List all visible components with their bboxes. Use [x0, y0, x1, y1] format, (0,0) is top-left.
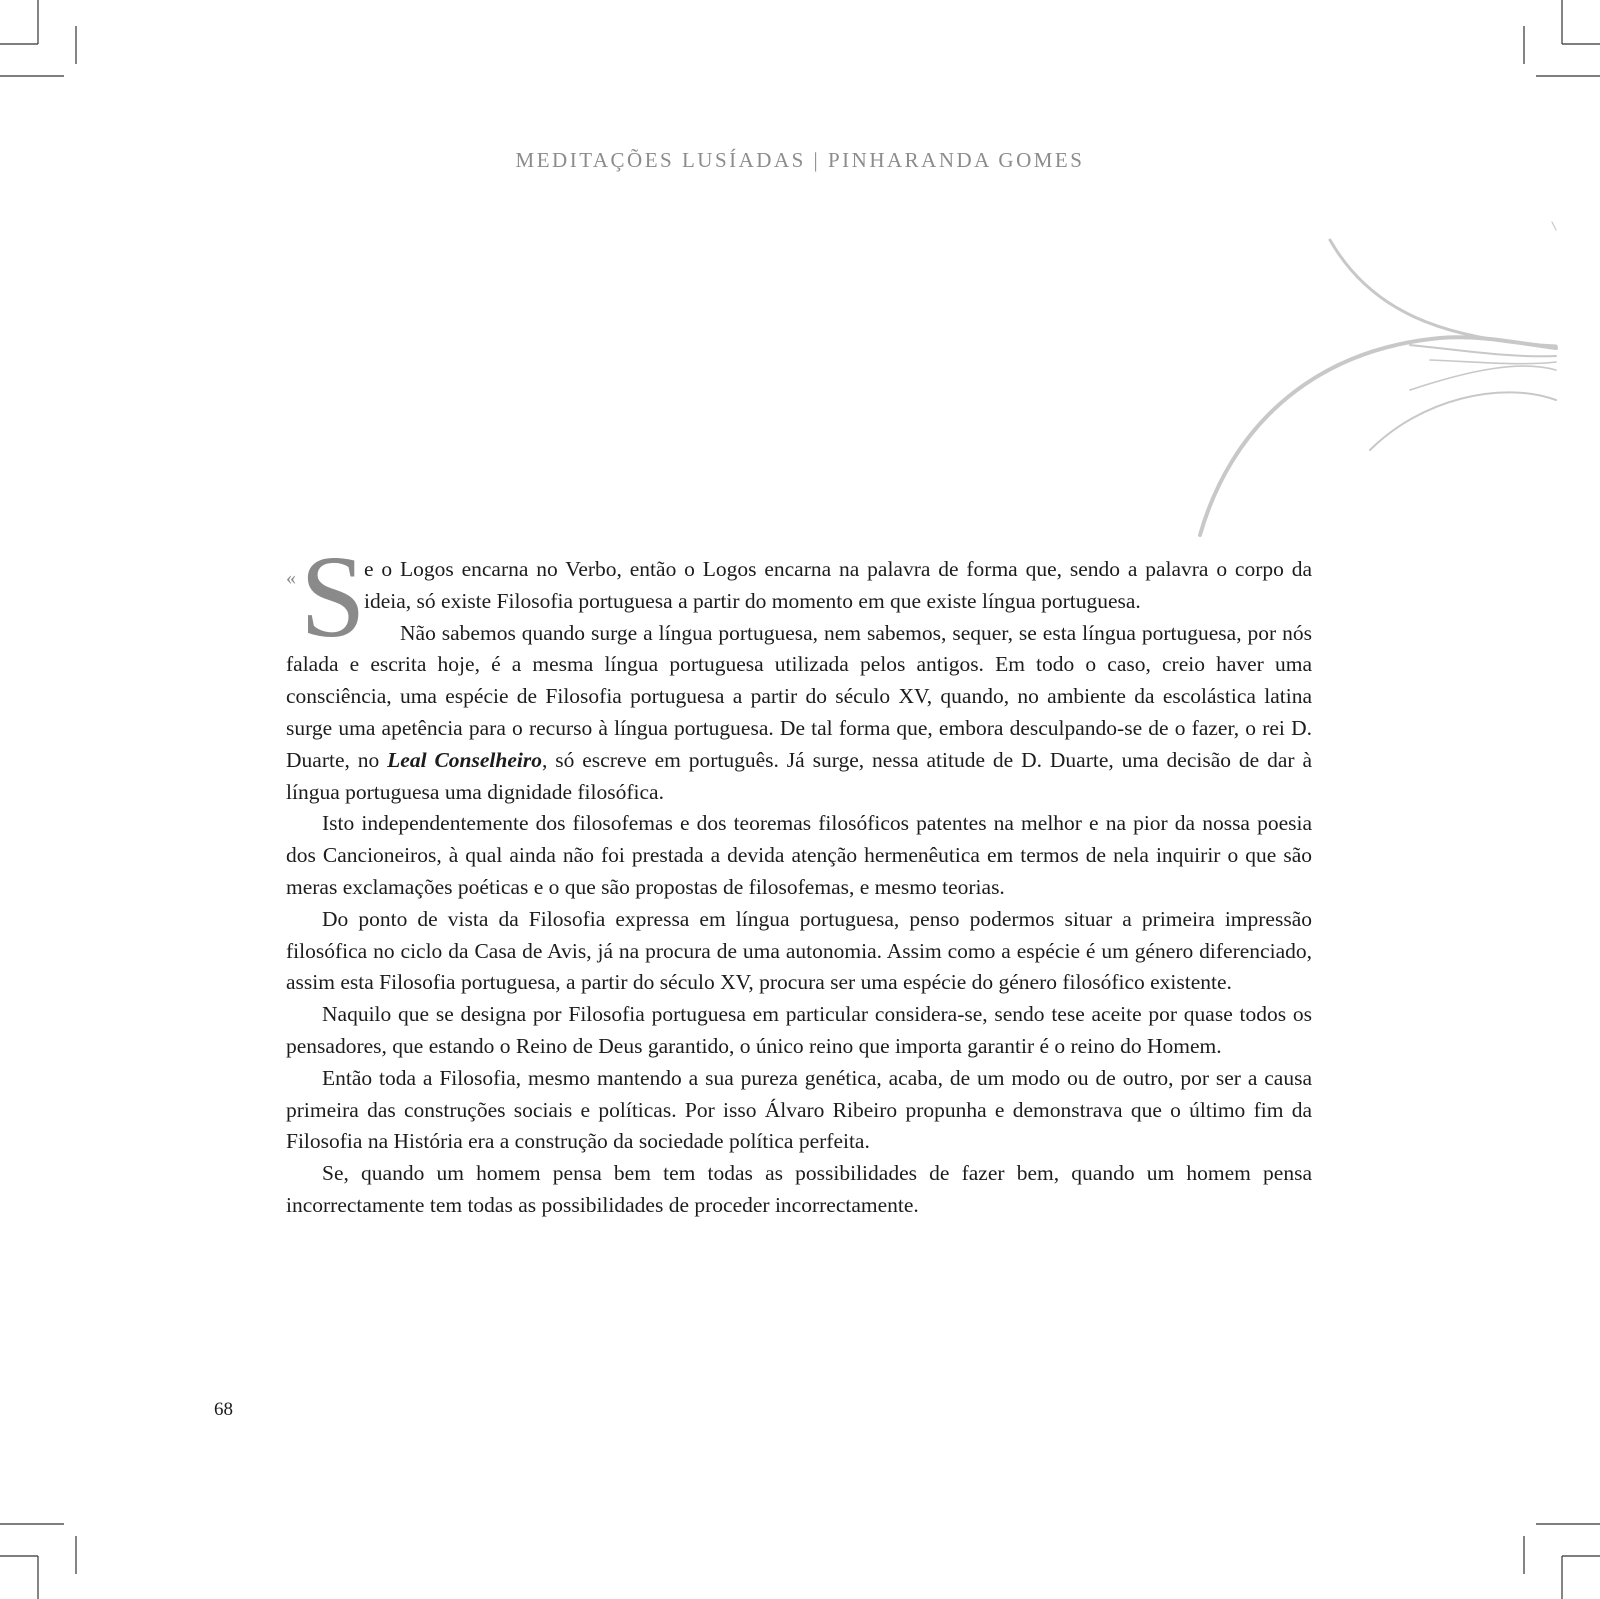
drop-cap: S [300, 531, 366, 662]
paragraph-4: Do ponto de vista da Filosofia expressa em língua portuguesa, penso podermos situar a primeira impressão filosófica no ciclo da Casa de Avis, já na procura de uma autonomia. Assim como a espécie é um género diferenciado, assim esta Filosofia portuguesa, a partir do século XV, procura ser uma espécie do género filosófico existente. [286, 906, 1312, 995]
book-title-leal-conselheiro: Leal Conselheiro [387, 747, 542, 772]
paragraph-2 [286, 618, 1312, 809]
paragraph-2-text-a: Não sabemos quando surge a língua portuguesa, nem sabemos, sequer, se esta língua portuguesa, por nós falada e escrita hoje, é a mesma língua portuguesa utilizada pelos antigos. Em todo o caso, creio haver uma consciência, uma espécie de Filosofia portuguesa a partir do século XV, quando, no ambiente da escolástica latina surge uma apetência para o recurso à língua portuguesa. De tal forma que, embora desculpando-se de o fazer, o rei D. Duarte, no [286, 620, 1312, 772]
running-header: MEDITAÇÕES LUSÍADAS | PINHARANDA GOMES [515, 148, 1085, 172]
paragraph-5: Naquilo que se designa por Filosofia portuguesa em particular considera-se, sendo tese aceite por quase todos os pensadores, que estando o Reino de Deus garantido, o único reino que importa garantir é o reino do Homem. [286, 1002, 1312, 1058]
floral-ornament [1180, 210, 1560, 540]
paragraph-7: Se, quando um homem pensa bem tem todas as possibilidades de fazer bem, quando um homem pensa incorrectamente tem todas as possibilidades de proceder incorrectamente. [286, 1161, 1312, 1217]
drop-cap-block [286, 531, 366, 662]
opening-guillemet: « [286, 567, 296, 589]
paragraph-6: Então toda a Filosofia, mesmo mantendo a sua pureza genética, acaba, de um modo ou de outro, por ser a causa primeira das construções sociais e políticas. Por isso Álvaro Ribeiro propunha e demonstrava que o último fim da Filosofia na História era a construção da sociedade política perfeita. [286, 1065, 1312, 1154]
paragraph-1-text: e o Logos encarna no Verbo, então o Logos encarna na palavra de forma que, sendo a palavra o corpo da ideia, só existe Filosofia portuguesa a partir do momento em que existe língua portuguesa. [364, 557, 1312, 613]
paragraph-1 [286, 531, 1312, 662]
paragraph-2-text-b: , só escreve em português. Já surge, nessa atitude de D. Duarte, uma decisão de dar à língua portuguesa uma dignidade filosófica. [286, 747, 1312, 804]
page-number: 68 [214, 1399, 233, 1420]
paragraph-3: Isto independentemente dos filosofemas e dos teoremas filosóficos patentes na melhor e na pior da nossa poesia dos Cancioneiros, à qual ainda não foi prestada a devida atenção hermenêutica em termos de nela inquirir o que são meras exclamações poéticas e o que são propostas de filosofemas, e mesmo teorias. [286, 811, 1312, 899]
body-text [286, 531, 1312, 1222]
